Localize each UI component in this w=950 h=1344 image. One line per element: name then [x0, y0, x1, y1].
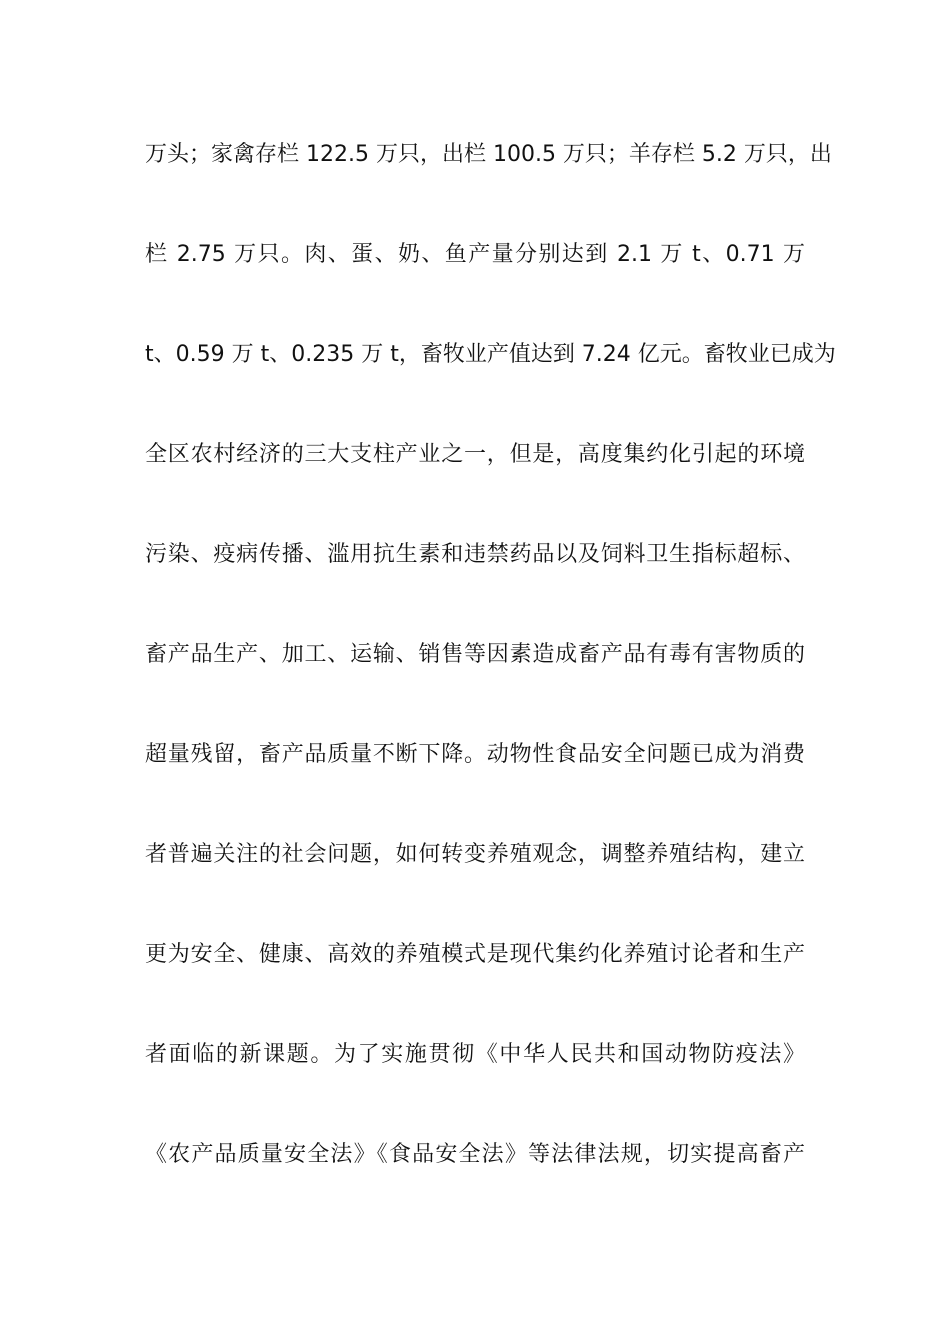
body-text [145, 130, 836, 1230]
text-line: 栏 2.75 万只。肉、蛋、奶、鱼产量分别达到 2.1 万 t、0.71 万 [145, 242, 805, 267]
text-line: 万头；家禽存栏 122.5 万只，出栏 100.5 万只；羊存栏 5.2 万只，出 [145, 142, 832, 167]
text-line: t、0.59 万 t、0.235 万 t，畜牧业产值达到 7.24 亿元。畜牧业已成为 [145, 342, 836, 367]
text-line: 全区农村经济的三大支柱产业之一，但是，高度集约化引起的环境 [145, 442, 805, 467]
text-line: 污染、疫病传播、滥用抗生素和违禁药品以及饲料卫生指标超标、 [145, 542, 805, 567]
text-line: 畜产品生产、加工、运输、销售等因素造成畜产品有毒有害物质的 [145, 642, 805, 667]
text-line: 《农产品质量安全法》《食品安全法》等法律法规，切实提高畜产 [145, 1142, 805, 1167]
text-line: 者普遍关注的社会问题，如何转变养殖观念，调整养殖结构，建立 [145, 842, 805, 867]
text-line: 者面临的新课题。为了实施贯彻《中华人民共和国动物防疫法》 [145, 1042, 805, 1067]
text-line: 超量残留，畜产品质量不断下降。动物性食品安全问题已成为消费 [145, 742, 805, 767]
text-line: 更为安全、健康、高效的养殖模式是现代集约化养殖讨论者和生产 [145, 942, 805, 967]
